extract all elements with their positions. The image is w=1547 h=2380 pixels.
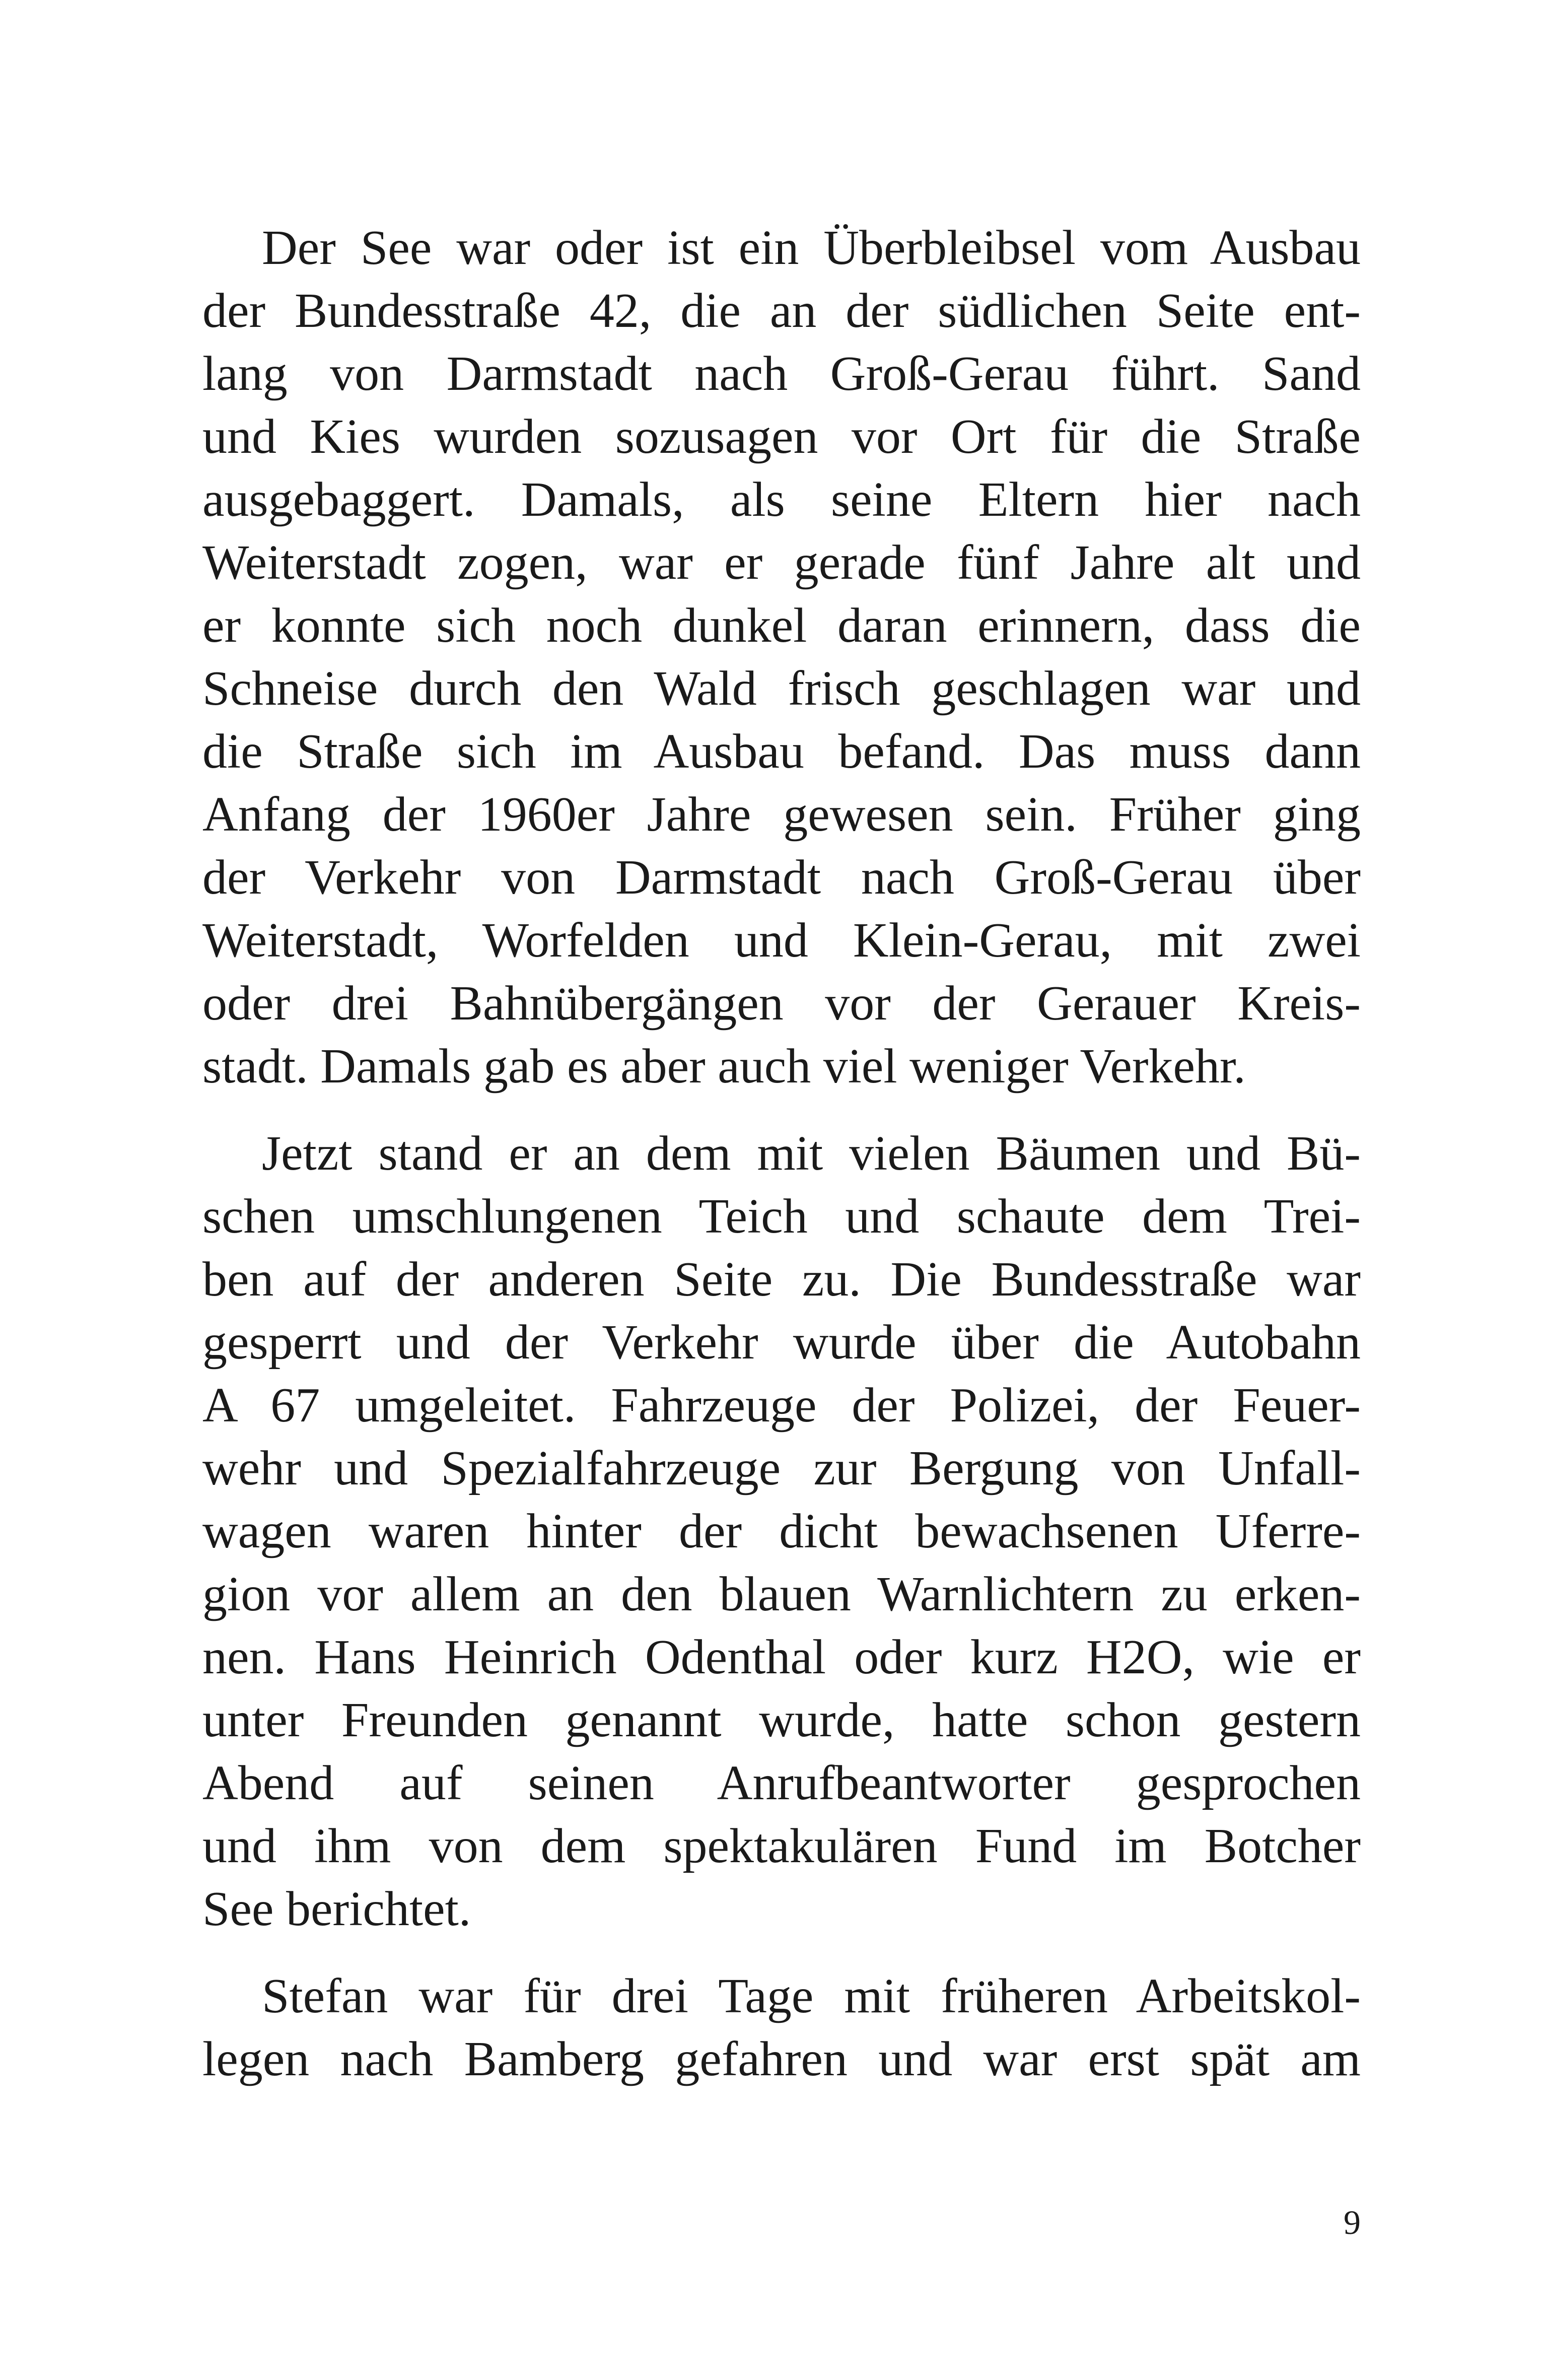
text-line: Schneise durch den Wald frisch geschlagen war und	[202, 661, 1361, 716]
text-line: ausgebaggert. Damals, als seine Eltern hier nach	[202, 472, 1361, 527]
text-line: der Bundesstraße 42, die an der südlichen Seite ent-	[202, 284, 1361, 338]
paragraph-2	[202, 1122, 1361, 1941]
text-line: legen nach Bamberg gefahren und war erst spät am	[202, 2032, 1361, 2086]
text-line: Abend auf seinen Anrufbeantworter gesprochen	[202, 1756, 1361, 1810]
text-line: A 67 umgeleitet. Fahrzeuge der Polizei, der Feuer-	[202, 1378, 1361, 1433]
text-line: er konnte sich noch dunkel daran erinnern, dass die	[202, 598, 1361, 653]
text-line: See berichtet.	[202, 1882, 471, 1936]
text-line: Der See war oder ist ein Überbleibsel vom Ausbau	[262, 221, 1361, 275]
text-line: ben auf der anderen Seite zu. Die Bundesstraße war	[202, 1252, 1361, 1307]
text-line: die Straße sich im Ausbau befand. Das muss dann	[202, 724, 1361, 779]
paragraph-3	[202, 1965, 1361, 2091]
text-line: schen umschlungenen Teich und schaute dem Trei-	[202, 1189, 1361, 1244]
page-number: 9	[1344, 2203, 1361, 2241]
text-line: Anfang der 1960er Jahre gewesen sein. Früher ging	[202, 787, 1361, 842]
text-line: wehr und Spezialfahrzeuge zur Bergung von Unfall-	[202, 1441, 1361, 1495]
text-line: und ihm von dem spektakulären Fund im Botcher	[202, 1819, 1361, 1873]
text-line: gion vor allem an den blauen Warnlichtern zu erken-	[202, 1567, 1361, 1621]
text-line: gesperrt und der Verkehr wurde über die Autobahn	[202, 1315, 1361, 1370]
text-line: oder drei Bahnübergängen vor der Gerauer Kreis-	[202, 976, 1361, 1031]
text-line: lang von Darmstadt nach Groß-Gerau führt. Sand	[202, 347, 1361, 401]
text-line: Stefan war für drei Tage mit früheren Arbeitskol-	[262, 1969, 1361, 2023]
text-line: Jetzt stand er an dem mit vielen Bäumen und Bü-	[262, 1126, 1361, 1181]
text-line: der Verkehr von Darmstadt nach Groß-Gerau über	[202, 850, 1361, 905]
text-line: stadt. Damals gab es aber auch viel weniger Verkehr.	[202, 1039, 1246, 1094]
paragraph-1	[202, 217, 1361, 1098]
text-line: unter Freunden genannt wurde, hatte schon gestern	[202, 1693, 1361, 1747]
text-line: nen. Hans Heinrich Odenthal oder kurz H2O, wie er	[202, 1630, 1361, 1684]
text-line: wagen waren hinter der dicht bewachsenen Uferre-	[202, 1504, 1361, 1558]
text-line: Weiterstadt, Worfelden und Klein-Gerau, mit zwei	[202, 913, 1361, 968]
text-line: Weiterstadt zogen, war er gerade fünf Jahre alt und	[202, 535, 1361, 590]
body-text	[202, 217, 1361, 2091]
text-line: und Kies wurden sozusagen vor Ort für die Straße	[202, 410, 1361, 464]
